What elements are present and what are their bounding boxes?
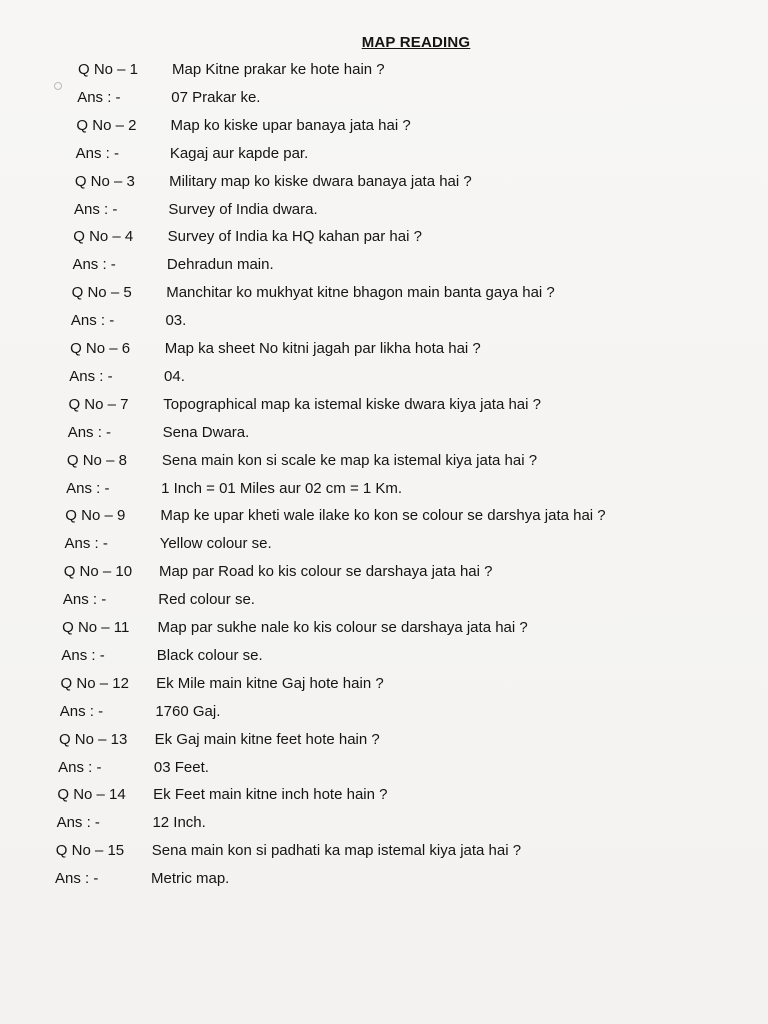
- answer-text: Yellow colour se.: [159, 535, 272, 553]
- answer-label: Ans : -: [66, 479, 110, 497]
- answer-text: Dehradun main.: [166, 256, 274, 274]
- question-number: Q No – 10: [63, 563, 133, 581]
- question-row: [0, 560, 760, 584]
- question-text: Map ko kiske upar banaya jata hai ?: [170, 116, 411, 134]
- question-row: [0, 672, 760, 696]
- question-row: [0, 393, 760, 417]
- question-number: Q No – 15: [55, 842, 125, 860]
- answer-row: [0, 86, 760, 110]
- question-number: Q No – 14: [57, 786, 126, 804]
- answer-label: Ans : -: [70, 312, 115, 330]
- answer-text: Metric map.: [151, 870, 230, 888]
- question-number: Q No – 1: [78, 61, 139, 78]
- answer-text: 03.: [165, 312, 187, 330]
- answer-row: [0, 253, 760, 277]
- answer-row: [0, 588, 760, 612]
- answer-text: Kagaj aur kapde par.: [169, 144, 309, 162]
- question-number: Q No – 8: [66, 451, 127, 469]
- answer-row: [0, 142, 760, 166]
- question-number: Q No – 5: [71, 284, 132, 302]
- answer-label: Ans : -: [59, 702, 104, 720]
- answer-label: Ans : -: [61, 646, 105, 664]
- answer-row: [0, 700, 760, 724]
- question-number: Q No – 2: [76, 116, 137, 134]
- answer-row: [0, 365, 760, 389]
- question-text: Sena main kon si padhati ka map istemal kiya jata hai ?: [151, 842, 522, 860]
- question-text: Sena main kon si scale ke map ka istemal kiya jata hai ?: [161, 451, 538, 469]
- answer-row: [0, 421, 760, 445]
- question-row: [0, 504, 760, 528]
- question-text: Military map ko kiske dwara banaya jata hai ?: [169, 172, 472, 190]
- answer-row: [0, 477, 760, 501]
- question-text: Map ke upar kheti wale ilake ko kon se colour se darshya jata hai ?: [160, 507, 606, 525]
- answer-row: [0, 811, 760, 835]
- answer-row: [0, 756, 760, 780]
- question-row: [0, 58, 760, 82]
- answer-row: [0, 309, 760, 333]
- answer-row: [0, 198, 760, 222]
- answer-label: Ans : -: [72, 256, 116, 274]
- answer-text: 03 Feet.: [153, 758, 209, 776]
- question-text: Map par Road ko kis colour se darshaya jata hai ?: [158, 563, 493, 581]
- question-row: [0, 337, 760, 361]
- answer-label: Ans : -: [64, 535, 108, 553]
- question-row: [0, 728, 760, 752]
- question-row: [0, 225, 760, 249]
- question-number: Q No – 12: [60, 674, 129, 692]
- answer-row: [0, 644, 760, 668]
- question-text: Ek Feet main kitne inch hote hain ?: [153, 786, 388, 804]
- question-number: Q No – 9: [65, 507, 126, 525]
- answer-text: 1 Inch = 01 Miles aur 02 cm = 1 Km.: [161, 479, 403, 497]
- answer-row: [0, 867, 760, 891]
- question-row: [0, 616, 760, 640]
- question-row: [0, 783, 760, 807]
- question-number: Q No – 3: [74, 172, 135, 190]
- question-text: Topographical map ka istemal kiske dwara kiya jata hai ?: [163, 395, 541, 413]
- page-title: MAP READING: [361, 34, 471, 51]
- answer-text: Sena Dwara.: [162, 423, 250, 441]
- answer-label: Ans : -: [67, 423, 112, 441]
- answer-text: 12 Inch.: [152, 814, 206, 832]
- question-number: Q No – 13: [58, 730, 128, 748]
- answer-row: [0, 532, 760, 556]
- question-number: Q No – 7: [68, 395, 129, 413]
- question-number: Q No – 11: [62, 619, 130, 636]
- answer-label: Ans : -: [77, 88, 121, 106]
- question-text: Map Kitne prakar ke hote hain ?: [172, 61, 385, 78]
- answer-text: 1760 Gaj.: [155, 702, 221, 720]
- answer-label: Ans : -: [75, 144, 119, 162]
- answer-label: Ans : -: [56, 814, 100, 832]
- question-text: Survey of India ka HQ kahan par hai ?: [167, 228, 422, 246]
- answer-label: Ans : -: [74, 200, 118, 218]
- answer-text: 07 Prakar ke.: [171, 88, 261, 106]
- question-text: Map par sukhe nale ko kis colour se darshaya jata hai ?: [157, 619, 528, 636]
- answer-text: Survey of India dwara.: [168, 200, 318, 218]
- question-number: Q No – 6: [70, 340, 131, 357]
- question-row: [0, 449, 760, 473]
- question-text: Ek Gaj main kitne feet hote hain ?: [154, 730, 380, 748]
- answer-label: Ans : -: [69, 367, 113, 385]
- question-row: [0, 170, 760, 194]
- answer-text: Red colour se.: [158, 591, 255, 609]
- answer-text: Black colour se.: [156, 646, 263, 664]
- answer-label: Ans : -: [55, 870, 99, 888]
- question-text: Map ka sheet No kitni jagah par likha hota hai ?: [164, 340, 481, 357]
- question-number: Q No – 4: [73, 228, 134, 246]
- answer-label: Ans : -: [62, 591, 107, 609]
- question-text: Ek Mile main kitne Gaj hote hain ?: [156, 674, 384, 692]
- answer-label: Ans : -: [58, 758, 102, 776]
- question-row: [0, 281, 760, 305]
- question-text: Manchitar ko mukhyat kitne bhagon main banta gaya hai ?: [166, 284, 555, 302]
- question-row: [0, 839, 760, 863]
- question-row: [0, 114, 760, 138]
- answer-text: 04.: [164, 367, 185, 385]
